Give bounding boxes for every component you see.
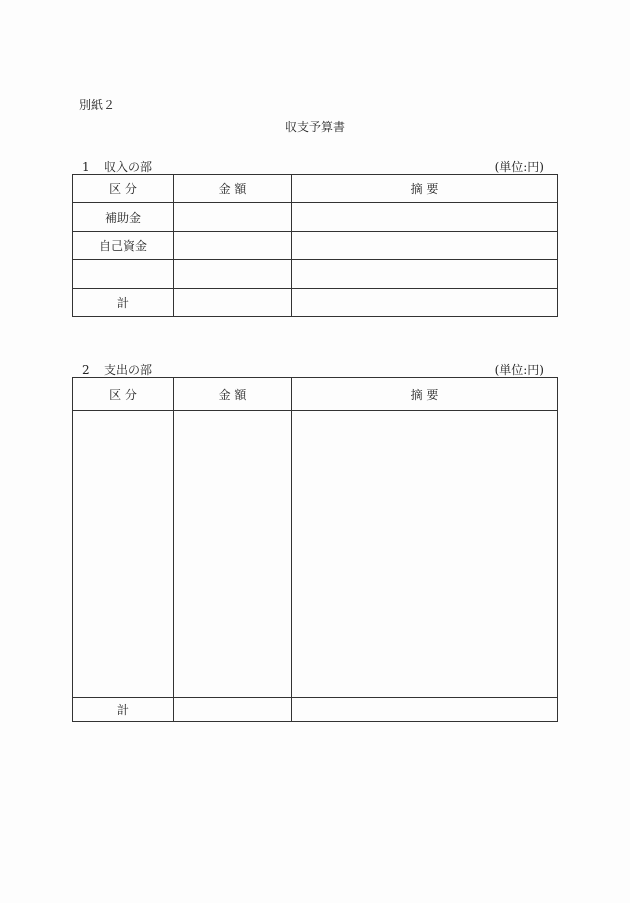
income-section-number: 1 xyxy=(82,160,90,174)
column-header-amount: 金 額 xyxy=(174,175,292,203)
column-header-amount: 金 額 xyxy=(174,378,292,411)
attachment-label: 別紙２ xyxy=(79,98,116,112)
expense-note-cell[interactable] xyxy=(292,411,558,698)
expense-section-heading xyxy=(82,361,152,378)
expense-amount-cell[interactable] xyxy=(174,411,292,698)
expense-table-header-row xyxy=(73,378,558,411)
income-total-label: 計 xyxy=(73,288,174,316)
column-header-category: 区 分 xyxy=(73,175,174,203)
income-section-heading xyxy=(82,158,152,175)
income-unit-label: (単位:円) xyxy=(494,160,544,174)
table-row xyxy=(73,203,558,231)
income-table-header-row xyxy=(73,175,558,203)
document-title: 収支予算書 xyxy=(284,120,345,134)
income-amount-cell[interactable] xyxy=(174,260,292,288)
table-row xyxy=(73,231,558,259)
expense-total-amount-cell[interactable] xyxy=(174,698,292,722)
expense-unit-label: (単位:円) xyxy=(494,363,544,377)
expense-entry-area xyxy=(73,411,558,698)
expense-table xyxy=(72,377,558,722)
income-category-cell[interactable] xyxy=(73,260,174,288)
expense-category-cell[interactable] xyxy=(73,411,174,698)
column-header-summary: 摘 要 xyxy=(292,378,558,411)
expense-total-label: 計 xyxy=(73,698,174,722)
income-total-note-cell[interactable] xyxy=(292,288,558,316)
income-amount-cell[interactable] xyxy=(174,231,292,259)
expense-section-title: 支出の部 xyxy=(104,363,153,377)
table-row xyxy=(73,260,558,288)
income-note-cell[interactable] xyxy=(292,203,558,231)
column-header-summary: 摘 要 xyxy=(292,175,558,203)
column-header-category: 区 分 xyxy=(73,378,174,411)
expense-total-note-cell[interactable] xyxy=(292,698,558,722)
income-note-cell[interactable] xyxy=(292,260,558,288)
expense-total-row xyxy=(73,698,558,722)
income-section-title: 収入の部 xyxy=(104,160,153,174)
income-note-cell[interactable] xyxy=(292,231,558,259)
income-category-cell: 補助金 xyxy=(73,203,174,231)
expense-section-number: 2 xyxy=(82,363,90,377)
income-category-cell: 自己資金 xyxy=(73,231,174,259)
income-total-row xyxy=(73,288,558,316)
income-total-amount-cell[interactable] xyxy=(174,288,292,316)
income-amount-cell[interactable] xyxy=(174,203,292,231)
income-table xyxy=(72,174,558,317)
